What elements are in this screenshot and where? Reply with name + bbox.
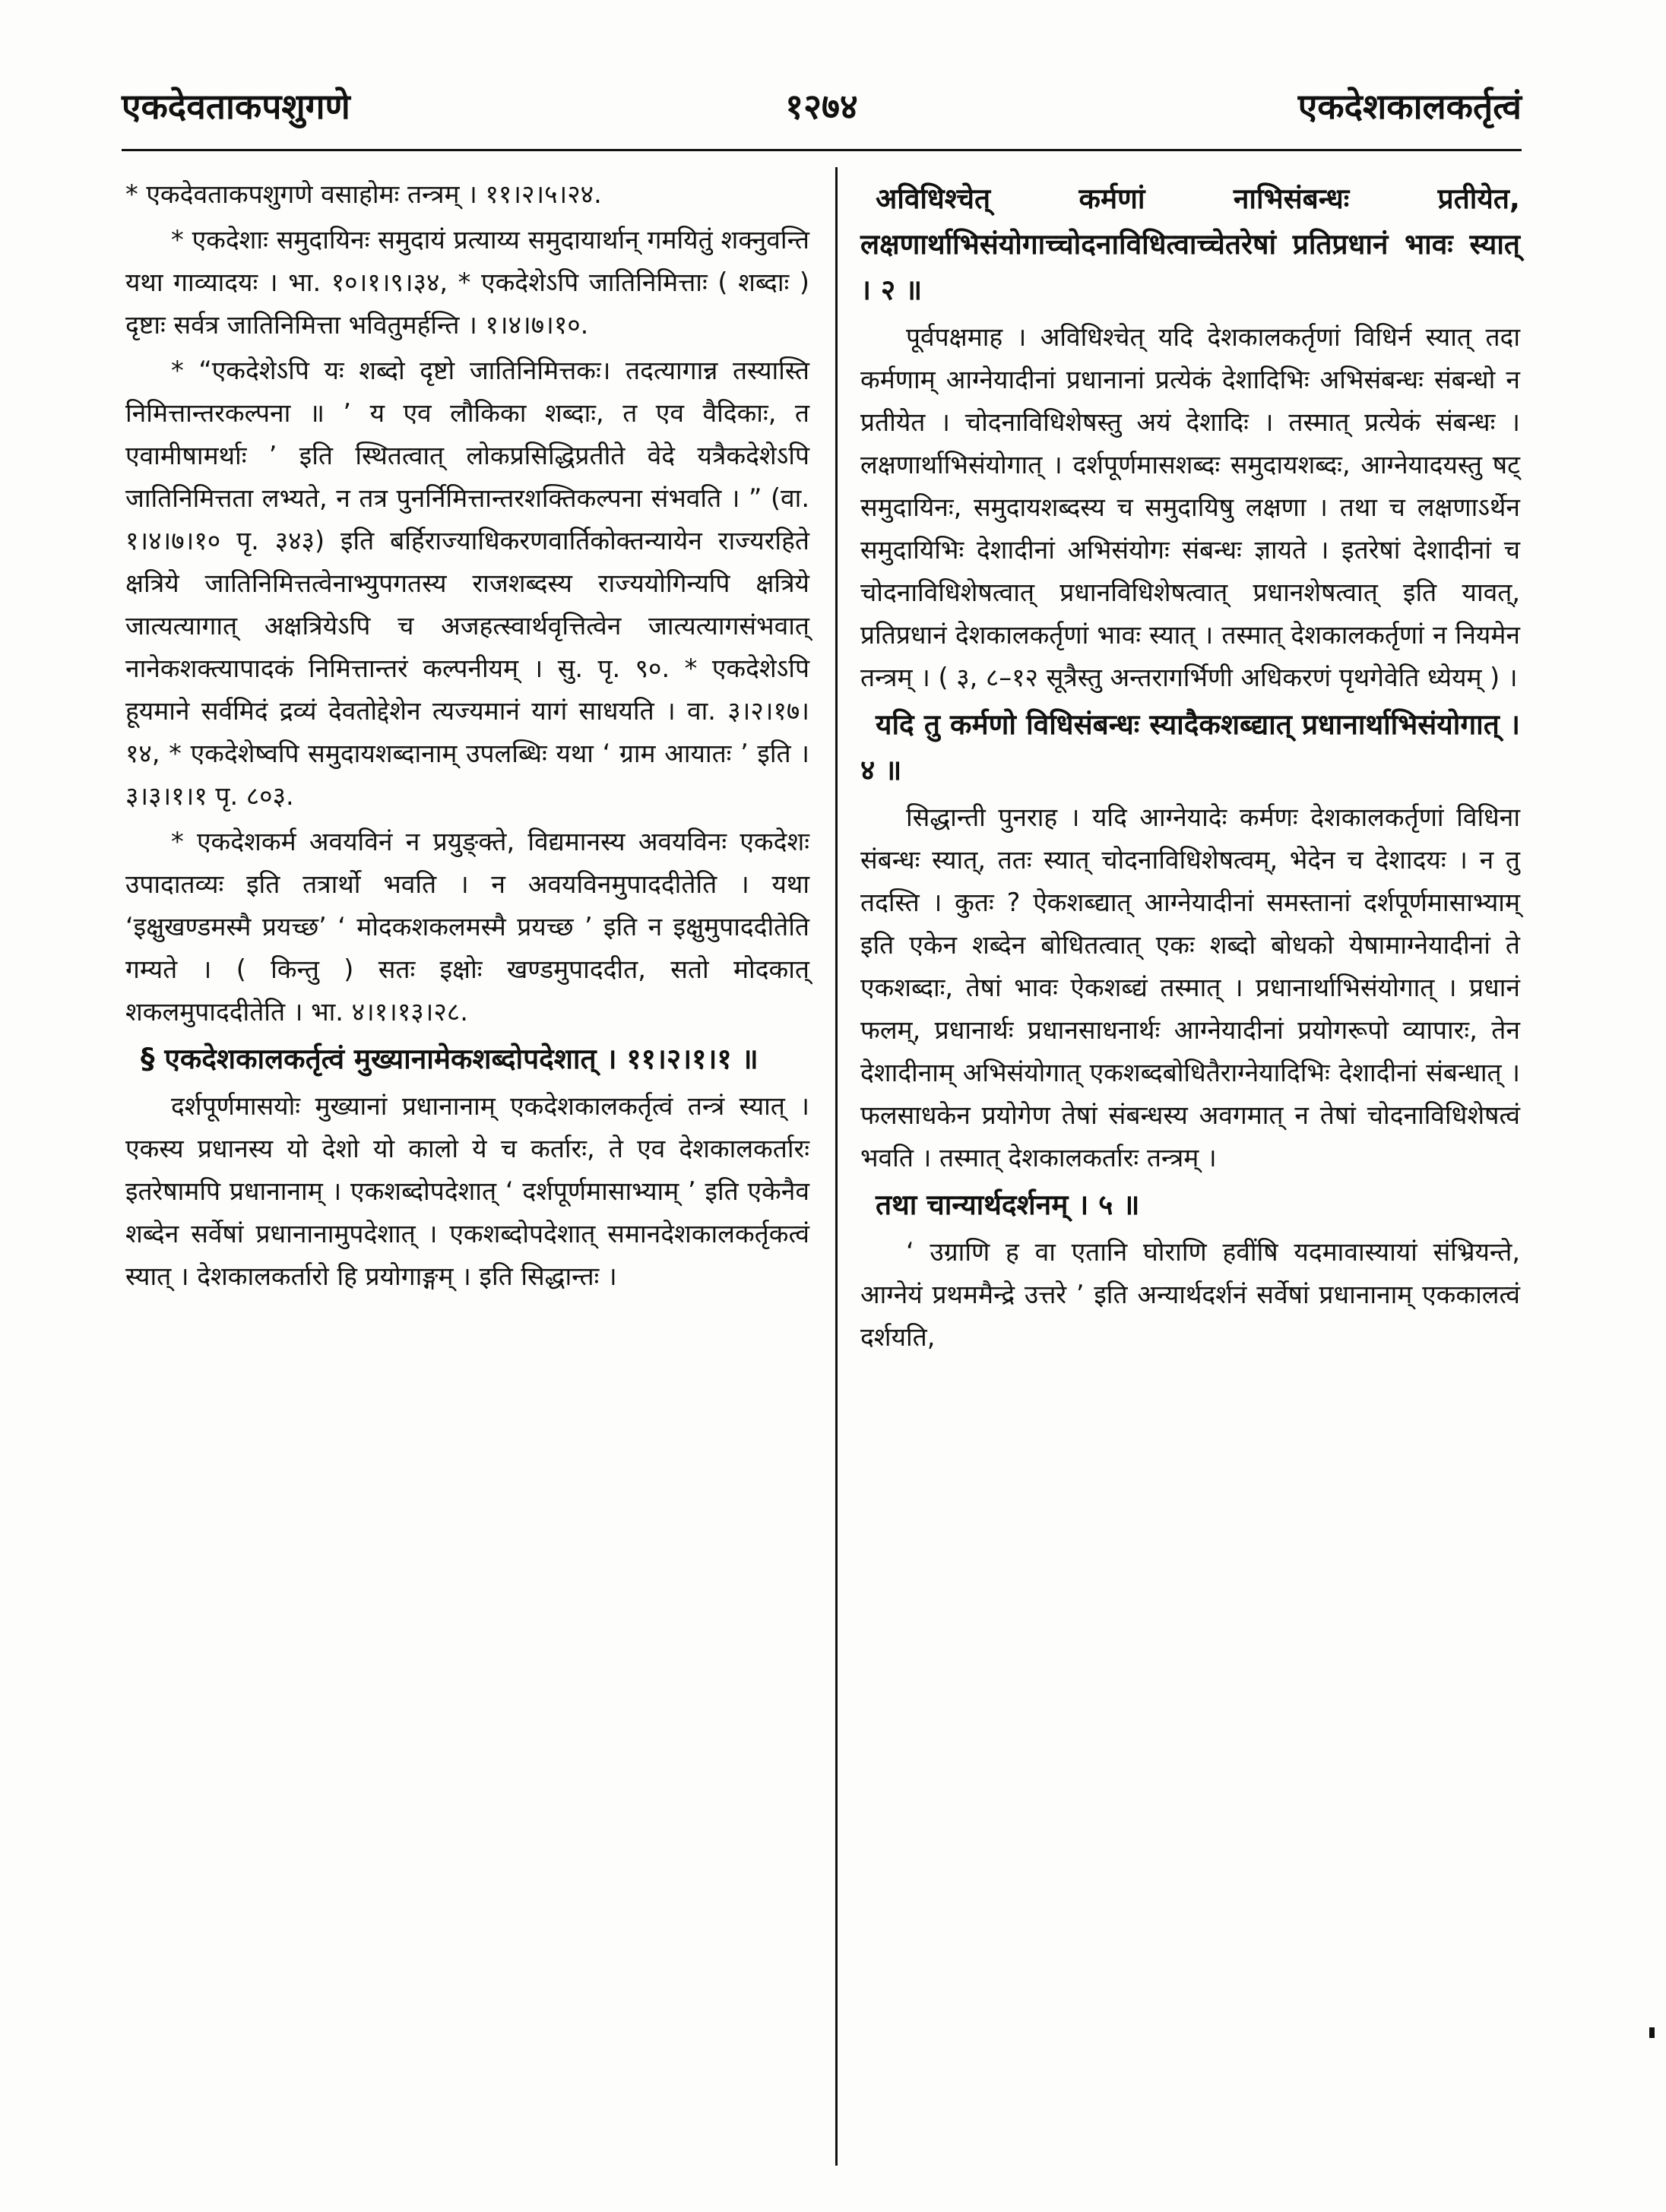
entry-paragraph: * “एकदेशेऽपि यः शब्दो दृष्टो जातिनिमित्तकः। तदत्यागान्न तस्यास्ति निमित्तान्तरकल्पना ॥ ’ य एव लौकिका शब्दाः, त एव वैदिकाः, त एवामीषामर्थाः ’ इति स्थितत्वात् लोकप्रसिद्धिप्रतीते वेदे यत्रैकदेशेऽपि जातिनिमित्तता लभ्यते, न तत्र पुनर्निमित्तान्तरशक्तिकल्पना संभवति । ” (वा. १।४।७।१० पृ. ३४३) इति बर्हिराज्याधिकरणवार्तिकोक्तन्यायेन राज्यरहिते क्षत्रिये जातिनिमित्तत्वेनाभ्युपगतस्य राजशब्दस्य राज्ययोगिन्यपि क्षत्रिये जात्यत्यागात् अक्षत्रियेऽपि च अजहत्स्वार्थवृत्तित्वेन जात्यत्यागसंभवात् नानेकशक्त्यापादकं निमित्तान्तरं कल्पनीयम् । सु. पृ. ९०. * एकदेशेऽपि हूयमाने सर्वमिदं द्रव्यं देवतोद्देशेन त्यज्यमानं यागं साधयति । वा. ३।२।१७।१४, * एकदेशेष्वपि समुदायशब्दानाम् उपलब्धिः यथा ‘ ग्राम आयातः ’ इति । ३।३।१।१ पृ. ८०३. [125, 356, 809, 811]
right-column [860, 173, 1520, 1362]
page-header [122, 67, 1522, 143]
entry-paragraph: * एकदेशकर्म अवयविनं न प्रयुङ्क्ते, विद्यमानस्य अवयविनः एकदेशः उपादातव्यः इति तत्रार्थो भवति । न अवयविनमुपाददीतेति । यथा ‘इक्षुखण्डमस्मै प्रयच्छ’ ‘ मोदकशकलमस्मै प्रयच्छ ’ इति न इक्षुमुपाददीतेति गम्यते । ( किन्तु ) सतः इक्षोः खण्डमुपाददीत, सतो मोदकात् शकलमुपाददीतेति । भा. ४।१।१३।२८. [125, 827, 809, 1027]
header-rule [122, 149, 1522, 151]
sutra-heading: § एकदेशकालकर्तृत्वं मुख्यानामेकशब्दोपदेशात् । ११।२।१।१ ॥ [141, 1043, 759, 1075]
header-left-catchword: एकदेवताकपशुगणे [122, 86, 350, 127]
header-right-catchword: एकदेशकालकर्तृत्वं [1297, 86, 1522, 127]
column-divider [835, 167, 838, 2166]
left-column [125, 173, 809, 1301]
sutra-heading: अविधिश्चेत् कर्मणां नाभिसंबन्धः प्रतीयेत, लक्षणार्थाभिसंयोगाच्चोदनाविधित्वाच्चेतरेषां प्रतिप्रधानं भावः स्यात् । २ ॥ [860, 182, 1520, 306]
commentary-paragraph: सिद्धान्ती पुनराह । यदि आग्नेयादेः कर्मणः देशकालकर्तृणां विधिना संबन्धः स्यात्, ततः स्यात् चोदनाविधिशेषत्वम्, भेदेन च देशादयः । न तु तदस्ति । कुतः ? ऐकशब्द्यात् आग्नेयादीनां समस्तानां दर्शपूर्णमासाभ्याम् इति एकेन शब्देन बोधितत्वात् एकः शब्दो बोधको येषामाग्नेयादीनां ते एकशब्दाः, तेषां भावः ऐकशब्द्यं तस्मात् । प्रधानार्थाभिसंयोगात् । प्रधानं फलम्, प्रधानार्थः प्रधानसाधनार्थः आग्नेयादीनां प्रयोगरूपो व्यापारः, तेन देशादीनाम् अभिसंयोगात् एकशब्दबोधितैराग्नेयादिभिः देशादीनां संबन्धात् । फलसाधकेन प्रयोगेण तेषां संबन्धस्य अवगमात् न तेषां चोदनाविधिशेषत्वं भवति । तस्मात् देशकालकर्तारः तन्त्रम् । [860, 802, 1520, 1172]
commentary-paragraph: पूर्वपक्षमाह । अविधिश्चेत् यदि देशकालकर्तृणां विधिर्न स्यात् तदा कर्मणाम् आग्नेयादीनां प्रधानानां प्रत्येकं देशादिभिः अभिसंबन्धः संबन्धो न प्रतीयेत । चोदनाविधिशेषस्तु अयं देशादिः । तस्मात् प्रत्येकं संबन्धः । लक्षणार्थाभिसंयोगात् । दर्शपूर्णमासशब्दः समुदायशब्दः, आग्नेयादयस्तु षट् समुदायिनः, समुदायशब्दस्य च समुदायिषु लक्षणा । तथा च लक्षणाऽर्थेन समुदायिभिः देशादीनां अभिसंयोगः संबन्धः ज्ञायते । इतरेषां देशादीनां च चोदनाविधिशेषत्वात् प्रधानविधिशेषत्वात् प्रधानशेषत्वात् इति यावत्, प्रतिप्रधानं देशकालकर्तृणां भावः स्यात् । तस्मात् देशकालकर्तृणां न नियमेन तन्त्रम् । ( ३, ८–१२ सूत्रैस्तु अन्तरागर्भिणी अधिकरणं पृथगेवेति ध्येयम् ) । [860, 322, 1520, 692]
commentary-paragraph: ‘ उग्राणि ह वा एतानि घोराणि हवींषि यदमावास्यायां संभ्रियन्ते, आग्नेयं प्रथममैन्द्रे उत्तरे ’ इति अन्यार्थदर्शनं सर्वेषां प्रधानानाम् एककालत्वं दर्शयति, [860, 1237, 1520, 1352]
commentary-paragraph: दर्शपूर्णमासयोः मुख्यानां प्रधानानाम् एकदेशकालकर्तृत्वं तन्त्रं स्यात् । एकस्य प्रधानस्य यो देशो यो कालो ये च कर्तारः, ते एव देशकालकर्तारः इतरेषामपि प्रधानानाम् । एकशब्दोपदेशात् ‘ दर्शपूर्णमासाभ्याम् ’ इति एकेनैव शब्देन सर्वेषां प्रधानानामुपदेशात् । एकशब्दोपदेशात् समानदेशकालकर्तृकत्वं स्यात् । देशकालकर्तारो हि प्रयोगाङ्गम् । इति सिद्धान्तः । [125, 1091, 809, 1291]
sutra-heading: यदि तु कर्मणो विधिसंबन्धः स्यादैकशब्द्यात् प्रधानार्थाभिसंयोगात् । ४ ॥ [860, 708, 1520, 786]
entry-paragraph: * एकदेशाः समुदायिनः समुदायं प्रत्याय्य समुदायार्थान् गमयितुं शक्नुवन्ति यथा गाव्यादयः । भा. १०।१।९।३४, * एकदेशेऽपि जातिनिमित्ताः ( शब्दाः ) दृष्टाः सर्वत्र जातिनिमित्ता भवितुमर्हन्ति । १।४।७।१०. [125, 225, 809, 340]
page-number: १२७४ [785, 86, 858, 127]
entry-paragraph: * एकदेवताकपशुगणे वसाहोमः तन्त्रम् । ११।२।५।२४. [125, 179, 602, 209]
sutra-heading: तथा चान्यार्थदर्शनम् । ५ ॥ [876, 1188, 1140, 1221]
margin-mark [1649, 2027, 1655, 2038]
